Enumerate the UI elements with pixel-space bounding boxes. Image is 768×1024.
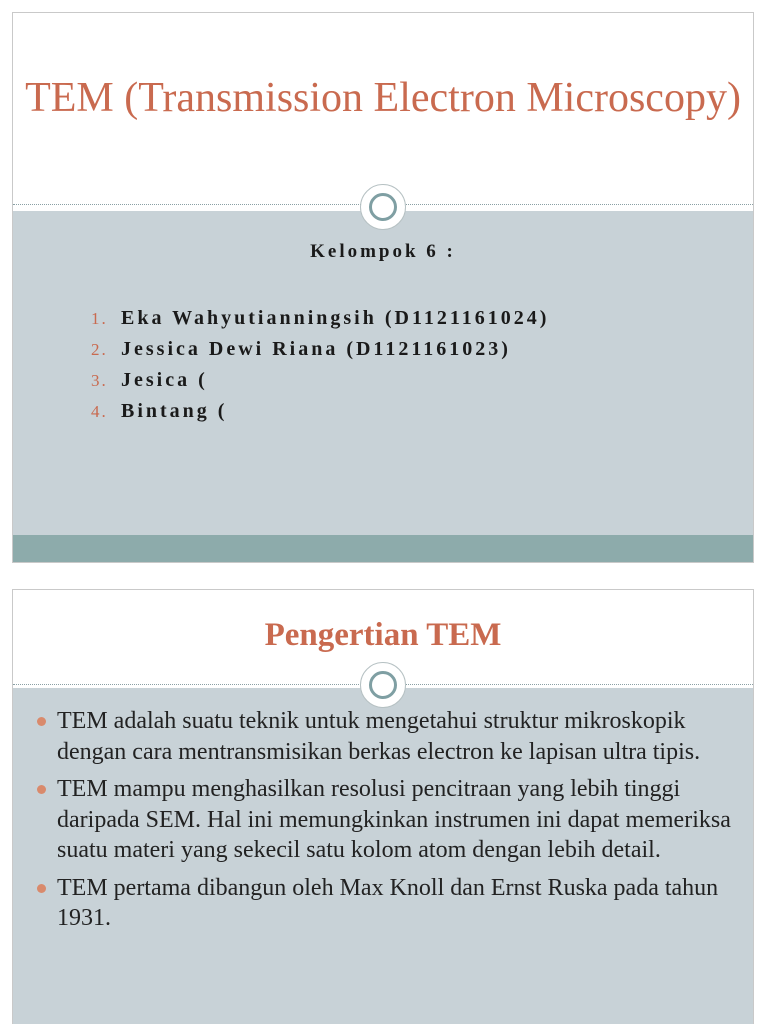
slide-title-heading: TEM (Transmission Electron Microscopy) — [25, 75, 741, 121]
list-item — [91, 334, 549, 365]
slide-title — [12, 12, 754, 563]
list-item — [91, 365, 549, 396]
slide-heading: Pengertian TEM — [264, 617, 502, 653]
member-name: Bintang ( — [121, 400, 228, 422]
member-name: Jessica Dewi Riana (D1121161023) — [121, 338, 511, 360]
list-item — [37, 706, 733, 767]
slide-content — [13, 211, 753, 562]
list-number: 3. — [91, 371, 108, 390]
list-item — [91, 396, 549, 427]
list-item — [37, 774, 733, 866]
member-name: Eka Wahyutianningsih (D1121161024) — [121, 307, 550, 329]
bullet-dot-icon — [37, 884, 46, 893]
bullet-text: TEM mampu menghasilkan resolusi pencitraan yang lebih tinggi daripada SEM. Hal ini memungkinkan instrumen ini dapat memeriksa suatu materi yang sekecil satu kolom atom dengan lebih detail. — [57, 776, 731, 863]
bullet-dot-icon — [37, 785, 46, 794]
bullet-text: TEM pertama dibangun oleh Max Knoll dan Ernst Ruska pada tahun 1931. — [57, 874, 719, 931]
group-label: Kelompok 6 : — [310, 241, 456, 262]
list-item — [37, 873, 733, 934]
member-list — [91, 303, 549, 427]
list-number: 2. — [91, 340, 108, 359]
slide-title-band — [13, 13, 753, 207]
bullet-dot-icon — [37, 717, 46, 726]
slide-footer-bar — [13, 535, 753, 562]
member-name: Jesica ( — [121, 369, 208, 391]
slide-definition — [12, 589, 754, 1024]
bullet-text: TEM adalah suatu teknik untuk mengetahui struktur mikroskopik dengan cara mentransmisikan berkas electron ke lapisan ultra tipis. — [57, 708, 701, 765]
ring-ornament-icon — [360, 662, 406, 708]
list-item — [91, 303, 549, 334]
list-number: 1. — [91, 309, 108, 328]
list-number: 4. — [91, 402, 108, 421]
slide-content — [13, 688, 753, 1024]
bullet-list — [37, 706, 733, 941]
ring-ornament-icon — [360, 184, 406, 230]
